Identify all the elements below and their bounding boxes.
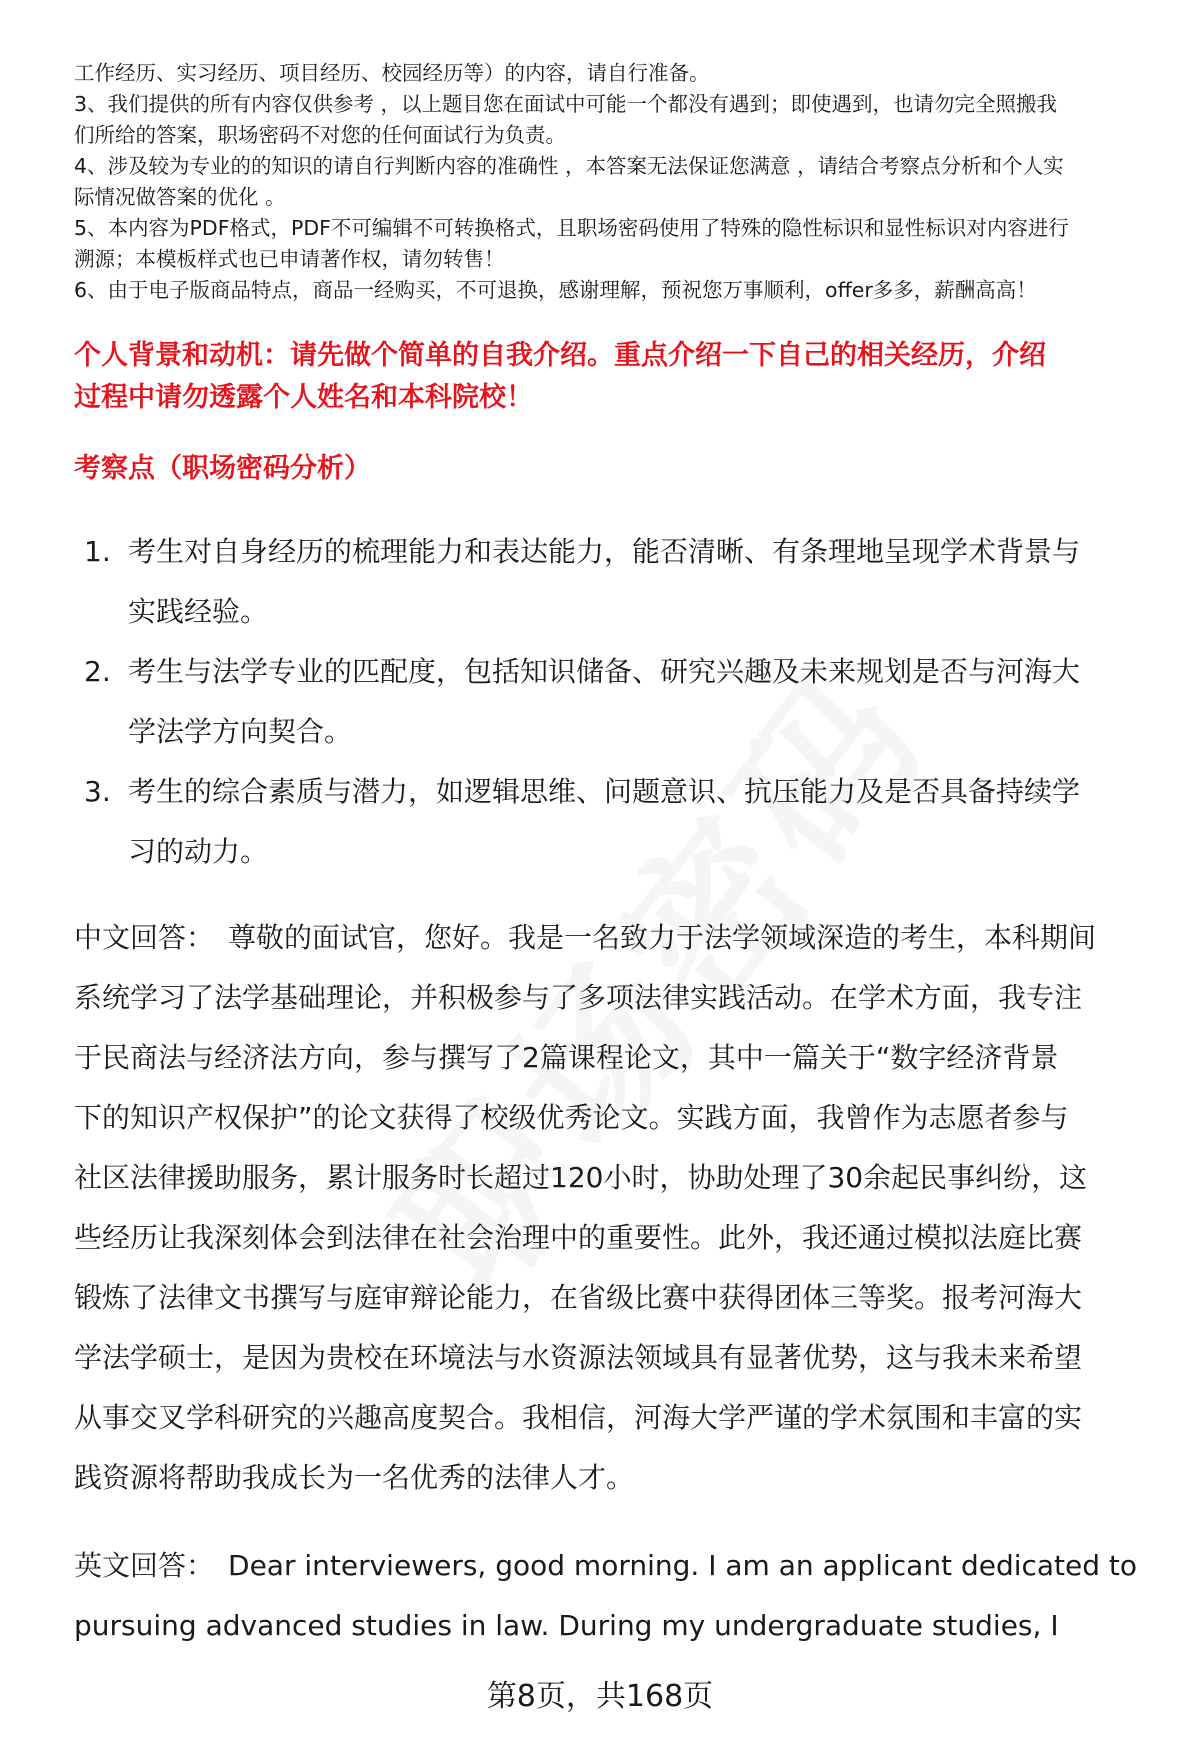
assessment-points-title: 考察点（职场密码分析） <box>74 453 371 484</box>
answer-line: 践资源将帮助我成长为一名优秀的法律人才。 <box>74 1461 635 1494</box>
list-item-text: 考生对自身经历的梳理能力和表达能力，能否清晰、有条理地呈现学术背景与 <box>128 535 1081 568</box>
notice-line: 4、涉及较为专业的的知识的请自行判断内容的准确性 ，本答案无法保证您满意 ，请结合考察点分析和个人实 <box>74 154 1064 178</box>
answer-line: 社区法律援助服务，累计服务时长超过120小时，协助处理了30余起民事纠纷，这 <box>74 1161 1088 1194</box>
list-item-text: 学法学方向契合。 <box>128 715 353 748</box>
english-answer <box>74 1536 1164 1656</box>
notice-line: 们所给的答案，职场密码不对您的任何面试行为负责。 <box>74 123 566 147</box>
answer-line: 些经历让我深刻体会到法律在社会治理中的重要性。此外，我还通过模拟法庭比赛 <box>74 1221 1083 1254</box>
answer-line <box>74 1536 1164 1596</box>
notice-line: 际情况做答案的优化 。 <box>74 185 286 209</box>
answer-line: pursuing advanced studies in law. During my undergraduate studies, I <box>74 1609 1059 1642</box>
list-item-text: 实践经验。 <box>128 595 269 628</box>
notice-line: 5、本内容为PDF格式，PDF不可编辑不可转换格式，且职场密码使用了特殊的隐性标识和显性标识对内容进行 <box>74 216 1069 240</box>
answer-line: 系统学习了法学基础理论，并积极参与了多项法律实践活动。在学术方面，我专注 <box>74 981 1083 1014</box>
assessment-points-list <box>84 522 1164 882</box>
answer-label: 中文回答： <box>74 921 215 954</box>
list-item-text: 考生的综合素质与潜力，如逻辑思维、问题意识、抗压能力及是否具备持续学 <box>128 775 1081 808</box>
page-number: 第8页，共168页 <box>486 1679 714 1714</box>
answer-line: 于民商法与经济法方向，参与撰写了2篇课程论文，其中一篇关于“数字经济背景 <box>74 1041 1059 1074</box>
answer-text: Dear interviewers, good morning. I am an applicant dedicated to <box>228 1549 1138 1582</box>
notice-line: 溯源；本模板样式也已申请著作权，请勿转售！ <box>74 247 505 271</box>
list-number: 2. <box>84 655 111 688</box>
list-item <box>84 762 1164 882</box>
list-item <box>84 642 1164 762</box>
answer-line: 学法学硕士，是因为贵校在环境法与水资源法领域具有显著优势，这与我未来希望 <box>74 1341 1083 1374</box>
list-number: 3. <box>84 775 111 808</box>
list-item-text: 考生与法学专业的匹配度，包括知识储备、研究兴趣及未来规划是否与河海大 <box>128 655 1081 688</box>
answer-line: 从事交叉学科研究的兴趣高度契合。我相信，河海大学严谨的学术氛围和丰富的实 <box>74 1401 1083 1434</box>
notice-line: 6、由于电子版商品特点，商品一经购买，不可退换，感谢理解，预祝您万事顺利，offer多多，薪酬高高！ <box>74 278 1037 302</box>
answer-line <box>74 908 1164 968</box>
question-line: 个人背景和动机：请先做个简单的自我介绍。重点介绍一下自己的相关经历，介绍 <box>74 340 1046 371</box>
list-number: 1. <box>84 535 111 568</box>
chinese-answer <box>74 908 1164 1508</box>
answer-line: 下的知识产权保护”的论文获得了校级优秀论文。实践方面，我曾作为志愿者参与 <box>74 1101 1069 1134</box>
answer-label: 英文回答： <box>74 1549 215 1582</box>
notice-line: 工作经历、实习经历、项目经历、校园经历等）的内容，请自行准备。 <box>74 61 710 85</box>
interview-question <box>74 335 1164 419</box>
list-item-text: 习的动力。 <box>128 835 269 868</box>
notice-line: 3、我们提供的所有内容仅供参考 ，以上题目您在面试中可能一个都没有遇到；即使遇到，也请勿完全照搬我 <box>74 92 1058 116</box>
notice-section <box>74 58 1164 306</box>
list-item <box>84 522 1164 642</box>
question-line: 过程中请勿透露个人姓名和本科院校！ <box>74 382 533 413</box>
answer-line: 锻炼了法律文书撰写与庭审辩论能力，在省级比赛中获得团体三等奖。报考河海大 <box>74 1281 1083 1314</box>
answer-text: 尊敬的面试官，您好。我是一名致力于法学领域深造的考生，本科期间 <box>228 921 1097 954</box>
